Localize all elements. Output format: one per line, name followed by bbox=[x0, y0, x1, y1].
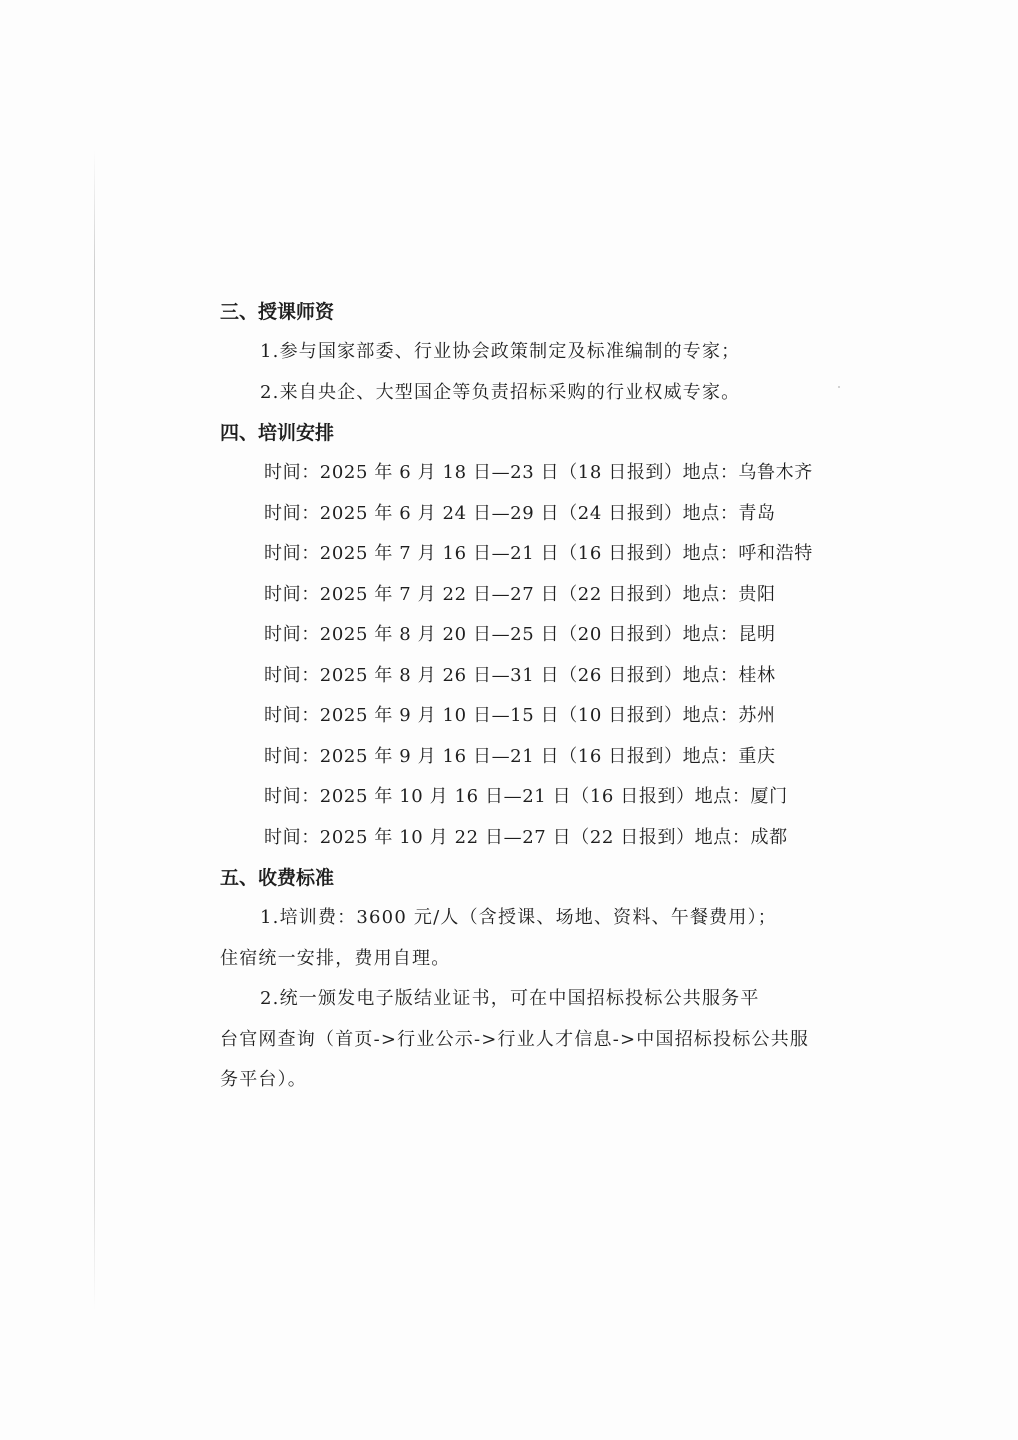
instructor-line-1: 1.参与国家部委、行业协会政策制定及标准编制的专家； bbox=[260, 341, 741, 362]
instructor-line-2: 2.来自央企、大型国企等负责招标采购的行业权威专家。 bbox=[260, 381, 741, 403]
certificate-line-3: 务平台）。 bbox=[220, 1069, 307, 1090]
section-heading-schedule: 四、培训安排 bbox=[220, 422, 335, 444]
schedule-row: 时间：2025 年 8 月 20 日—25 日（20 日报到）地点：昆明 bbox=[264, 624, 776, 645]
schedule-row: 时间：2025 年 7 月 16 日—21 日（16 日报到）地点：呼和浩特 bbox=[264, 543, 813, 564]
schedule-row: 时间：2025 年 10 月 16 日—21 日（16 日报到）地点：厦门 bbox=[264, 786, 788, 807]
schedule-row: 时间：2025 年 7 月 22 日—27 日（22 日报到）地点：贵阳 bbox=[264, 583, 776, 605]
schedule-row: 时间：2025 年 6 月 18 日—23 日（18 日报到）地点：乌鲁木齐 bbox=[264, 462, 813, 483]
schedule-row: 时间：2025 年 6 月 24 日—29 日（24 日报到）地点：青岛 bbox=[264, 502, 776, 524]
schedule-row: 时间：2025 年 9 月 10 日—15 日（10 日报到）地点：苏州 bbox=[264, 705, 776, 726]
schedule-row: 时间：2025 年 10 月 22 日—27 日（22 日报到）地点：成都 bbox=[264, 826, 788, 848]
schedule-row: 时间：2025 年 8 月 26 日—31 日（26 日报到）地点：桂林 bbox=[264, 664, 776, 686]
accommodation-line: 住宿统一安排，费用自理。 bbox=[220, 947, 451, 969]
certificate-line-1: 2.统一颁发电子版结业证书，可在中国招标投标公共服务平 bbox=[260, 988, 760, 1009]
schedule-list bbox=[220, 453, 840, 858]
certificate-line-2: 台官网查询（首页->行业公示->行业人才信息->中国招标投标公共服 bbox=[220, 1028, 810, 1050]
fee-line: 1.培训费：3600 元/人（含授课、场地、资料、午餐费用）； bbox=[260, 907, 777, 928]
schedule-row: 时间：2025 年 9 月 16 日—21 日（16 日报到）地点：重庆 bbox=[264, 745, 776, 767]
section-heading-fees: 五、收费标准 bbox=[220, 867, 335, 889]
scan-margin-line bbox=[94, 150, 95, 1310]
section-heading-instructors: 三、授课师资 bbox=[220, 301, 335, 323]
document-body bbox=[220, 292, 840, 1101]
